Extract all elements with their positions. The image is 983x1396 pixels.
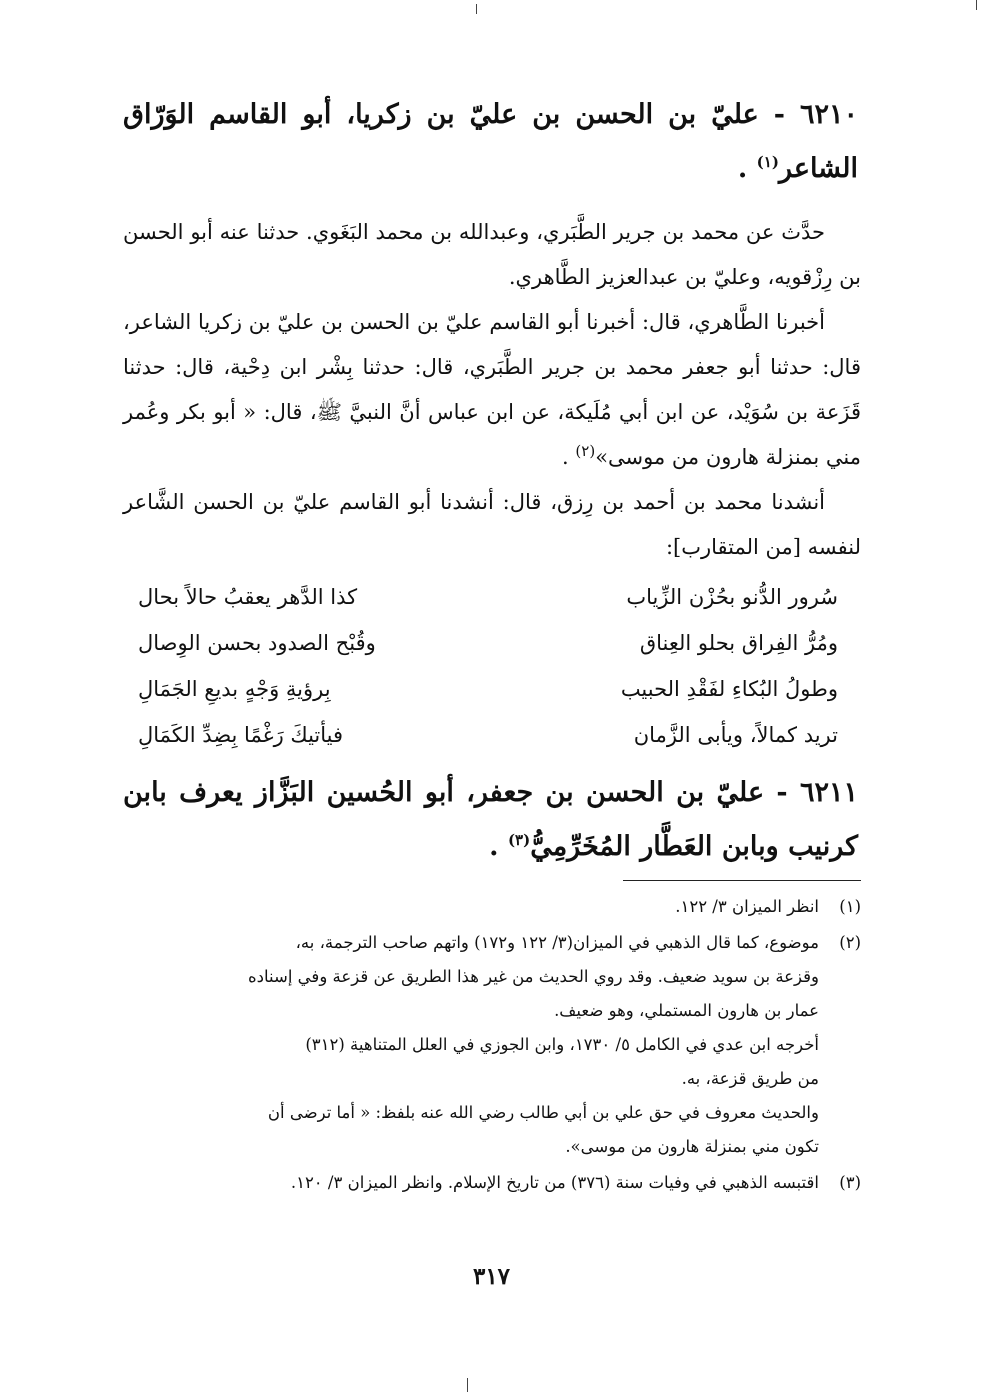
footnote-number: (١) (839, 897, 861, 916)
hadith-footnote-ref: (٢) (575, 442, 596, 460)
footnote-line: موضوع، كما قال الذهبي في الميزان(٣/ ١٢٢ و١٧٢) واتهم صاحب الترجمة، به، (295, 933, 819, 952)
entry-6211-footnote-ref: (٣) (507, 831, 531, 849)
entry-6211-heading (123, 766, 858, 874)
page-number: ٣١٧ (472, 1263, 511, 1290)
entry-6211-end: . (489, 831, 499, 862)
entry-6210-footnote-ref: (١) (756, 153, 779, 171)
entry-6210-number: ٦٢١٠ (799, 99, 858, 130)
verse-second-hemistich: فيأتيكَ رَغْمًا بِضِدِّ الكَمَالِ (138, 723, 344, 747)
footnote-line: وقزعة بن سويد ضعيف. وقد روي الحديث من غير هذا الطريق عن قزعة وفي إسناده (248, 967, 819, 986)
verse-line (138, 574, 838, 620)
verse-line (138, 712, 838, 758)
poem-verses (138, 574, 838, 758)
verse-first-hemistich: تريد كمالاً، ويأبى الزَّمان (633, 723, 838, 747)
hadith-end: . (562, 445, 569, 469)
footnote-line: تكون مني بمنزلة هارون من موسى». (565, 1137, 819, 1156)
verse-second-hemistich: كذا الدَّهر يعقبُ حالاً بحال (138, 585, 358, 609)
verse-second-hemistich: بِرؤيةِ وَجْهٍ بديعِ الجَمَالِ (138, 677, 331, 701)
entry-6210-heading (123, 88, 858, 196)
footnote-number: (٣) (839, 1173, 861, 1192)
footnote-separator (623, 880, 861, 881)
entry-6211-title: - عليّ بن الحسن بن جعفر، أبو الحُسين البَزَّاز يعرف بابن كرنيب وبابن العَطَّار المُخَرِّمِيُّ (123, 777, 858, 862)
footnote-line: عمار بن هارون المستملي، وهو ضعيف. (554, 1001, 819, 1020)
footnotes (121, 890, 861, 1202)
verse-first-hemistich: ومُرُّ الفِراق بحلو العِناق (639, 631, 838, 655)
entry-6210-title: - عليّ بن الحسن بن عليّ بن زكريا، أبو القاسم الوَرّاق الشاعر (123, 99, 858, 184)
verse-line (138, 666, 838, 712)
footnote-line: والحديث معروف في حق علي بن أبي طالب رضي الله عنه بلفظ: « أما ترضى أن (267, 1103, 819, 1122)
scan-mark-top (476, 4, 477, 14)
footnote-line: من طريق قزعة، به. (681, 1069, 819, 1088)
paragraph-narrators: حدَّث عن محمد بن جرير الطَّبَري، وعبدالله بن محمد البَغَوي. حدثنا عنه أبو الحسن بن رِزْقويه، وعليّ بن عبدالعزيز الطَّاهري. (123, 220, 861, 289)
scan-mark-bottom (467, 1378, 468, 1392)
paragraph-hadith (123, 300, 861, 480)
entry-6211-number: ٦٢١١ (799, 777, 858, 808)
footnote-3 (121, 1166, 861, 1200)
verse-first-hemistich: سُرور الدُّنو بحُزْن الزِّياب (626, 585, 838, 609)
footnote-number: (٢) (839, 933, 861, 952)
footnote-1 (121, 890, 861, 924)
entry-6210-end: . (737, 153, 748, 184)
footnote-line: أخرجه ابن عدي في الكامل ٥/ ١٧٣٠، وابن الجوزي في العلل المتناهية (٣١٢) (305, 1035, 819, 1054)
footnote-line: اقتبسه الذهبي في وفيات سنة (٣٧٦) من تاريخ الإسلام. وانظر الميزان ٣/ ١٢٠. (290, 1173, 819, 1192)
paragraph-poem-intro: أنشدنا محمد بن أحمد بن رِزق، قال: أنشدنا أبو القاسم عليّ بن الحسن الشَّاعر لنفسه [من المتقارب]: (123, 490, 861, 559)
footnote-2 (121, 926, 861, 1164)
verse-line (138, 620, 838, 666)
verse-first-hemistich: وطولُ البُكاءِ لفَقْدِ الحبيب (620, 677, 838, 701)
scan-mark-right (976, 0, 977, 10)
footnote-line: انظر الميزان ٣/ ١٢٢. (675, 897, 819, 916)
hadith-text: أخبرنا الطَّاهري، قال: أخبرنا أبو القاسم عليّ بن الحسن بن عليّ بن زكريا الشاعر، قال: حدثنا أبو جعفر محمد بن جرير الطَّبَري، قال: حدثنا بِشْر ابن دِحْية، قال: حدثنا قَزَعة بن سُوَيْد، عن ابن أبي مُلَيكة، عن ابن عباس أنَّ النبيَّ ﷺ، قال: « أبو بكر وعُمر مني بمنزلة هارون من موسى» (123, 310, 861, 469)
verse-second-hemistich: وقُبْح الصدود بحسن الوِصال (138, 631, 376, 655)
